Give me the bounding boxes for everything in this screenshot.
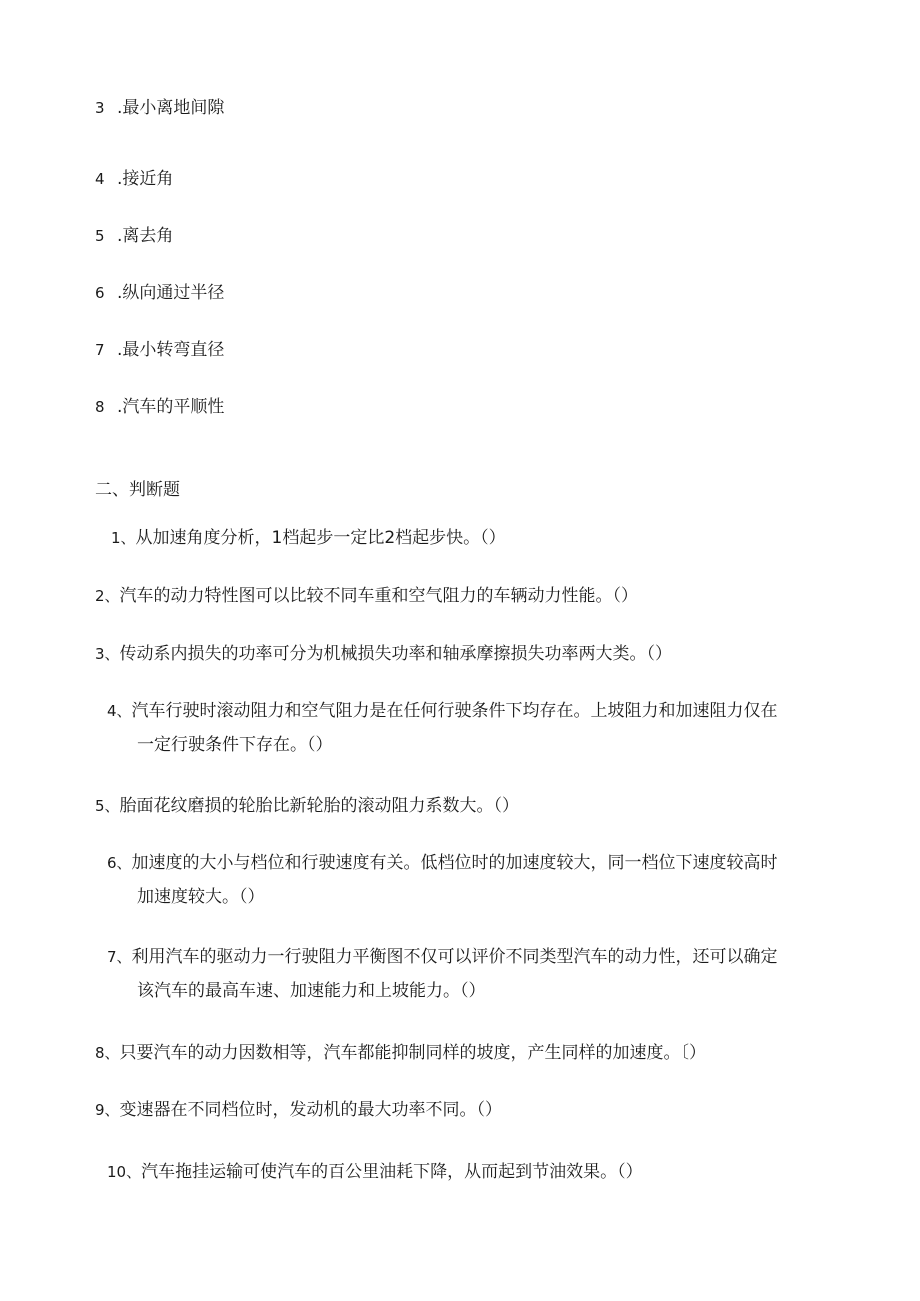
- question-text-continued: 一定行驶条件下存在。（）: [137, 735, 333, 755]
- term-item: [95, 282, 224, 304]
- question-text: 传动系内损失的功率可分为机械损失功率和轴承摩擦损失功率两大类。（）: [119, 644, 673, 664]
- term-number: 8: [95, 398, 105, 416]
- term-text: .汽车的平顺性: [117, 397, 225, 417]
- term-text: .接近角: [117, 169, 174, 189]
- question-item: [107, 846, 778, 914]
- term-item: [95, 396, 224, 418]
- question-item: [95, 585, 638, 607]
- question-item: [111, 527, 506, 549]
- question-item: [107, 940, 778, 1008]
- question-item: [95, 643, 672, 665]
- question-number: 8、: [95, 1044, 120, 1062]
- question-number: 1、: [111, 529, 136, 547]
- question-text: 从加速角度分析，1档起步一定比2档起步快。（）: [135, 528, 506, 548]
- question-text: 汽车拖挂运输可使汽车的百公里油耗下降，从而起到节油效果。（）: [141, 1162, 643, 1182]
- term-item: [95, 97, 224, 119]
- question-text: 利用汽车的驱动力一行驶阻力平衡图不仅可以评价不同类型汽车的动力性，还可以确定: [131, 947, 778, 967]
- question-number: 6、: [107, 854, 132, 872]
- term-number: 5: [95, 227, 105, 245]
- question-number: 4、: [107, 702, 132, 720]
- question-item: [95, 795, 519, 817]
- term-number: 7: [95, 341, 105, 359]
- question-text-continued: 加速度较大。（）: [137, 887, 265, 907]
- question-text-continued: 该汽车的最高车速、加速能力和上坡能力。（）: [137, 981, 486, 1001]
- question-number: 5、: [95, 797, 120, 815]
- question-item: [107, 1161, 643, 1183]
- term-text: .最小转弯直径: [117, 340, 225, 360]
- term-item: [95, 225, 173, 247]
- term-text: .纵向通过半径: [117, 283, 225, 303]
- term-text: .离去角: [117, 226, 174, 246]
- question-number: 2、: [95, 587, 120, 605]
- question-item: [95, 1042, 706, 1064]
- term-item: [95, 339, 224, 361]
- section-title: 二、判断题: [95, 480, 180, 500]
- term-text: .最小离地间隙: [117, 98, 225, 118]
- question-text: 只要汽车的动力因数相等，汽车都能抑制同样的坡度，产生同样的加速度。〔）: [119, 1043, 707, 1063]
- term-number: 6: [95, 284, 105, 302]
- term-number: 4: [95, 170, 105, 188]
- question-number: 10、: [107, 1163, 142, 1181]
- question-item: [107, 694, 778, 762]
- question-text: 汽车的动力特性图可以比较不同车重和空气阻力的车辆动力性能。（）: [119, 586, 639, 606]
- question-text: 变速器在不同档位时，发动机的最大功率不同。（）: [119, 1100, 503, 1120]
- question-number: 7、: [107, 948, 132, 966]
- question-text: 胎面花纹磨损的轮胎比新轮胎的滚动阻力系数大。（）: [119, 796, 520, 816]
- question-item: [95, 1099, 502, 1121]
- question-number: 3、: [95, 645, 120, 663]
- question-number: 9、: [95, 1101, 120, 1119]
- question-text: 加速度的大小与档位和行驶速度有关。低档位时的加速度较大，同一档位下速度较高时: [131, 853, 778, 873]
- term-number: 3: [95, 99, 105, 117]
- question-text: 汽车行驶时滚动阻力和空气阻力是在任何行驶条件下均存在。上坡阻力和加速阻力仅在: [131, 701, 778, 721]
- term-item: [95, 168, 173, 190]
